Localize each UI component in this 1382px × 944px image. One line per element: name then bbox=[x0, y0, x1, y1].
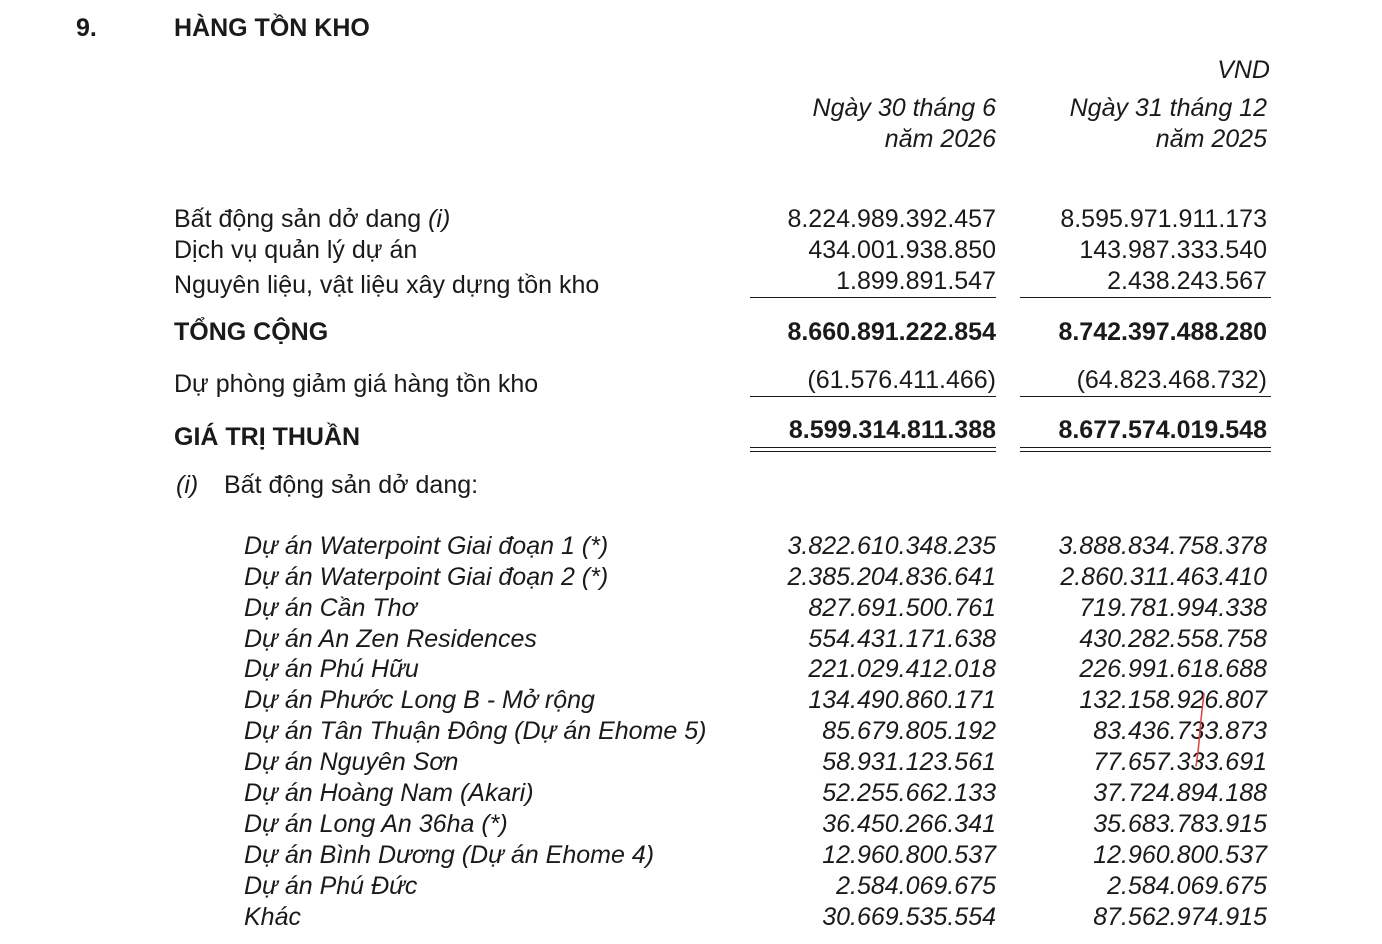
row-value-current: 8.224.989.392.457 bbox=[787, 205, 996, 233]
project-value-current: 827.691.500.761 bbox=[808, 594, 996, 622]
project-value-prior: 226.991.618.688 bbox=[1079, 655, 1267, 683]
column-header-prior-line1: Ngày 31 tháng 12 bbox=[1069, 94, 1267, 122]
note-marker: (i) bbox=[176, 471, 199, 499]
net-double-rule-current-bottom bbox=[750, 451, 996, 452]
project-name: Dự án Hoàng Nam (Akari) bbox=[244, 779, 534, 807]
red-pen-mark-icon bbox=[1190, 690, 1210, 770]
section-title: HÀNG TỒN KHO bbox=[174, 14, 370, 42]
row-value-prior: 143.987.333.540 bbox=[1079, 236, 1267, 264]
subtotal-rule-current bbox=[750, 297, 996, 298]
column-header-prior bbox=[1070, 93, 1267, 155]
net-label: GIÁ TRỊ THUẦN bbox=[174, 423, 361, 451]
column-header-current-line2: năm 2026 bbox=[884, 125, 996, 153]
project-value-prior: 132.158.926.807 bbox=[1079, 686, 1267, 714]
column-header-current-line1: Ngày 30 tháng 6 bbox=[812, 94, 996, 122]
total-value-current: 8.660.891.222.854 bbox=[787, 318, 996, 346]
net-double-rule-prior-top bbox=[1020, 447, 1271, 448]
project-name: Dự án Cần Thơ bbox=[244, 594, 417, 622]
project-name: Dự án Tân Thuận Đông (Dự án Ehome 5) bbox=[244, 717, 707, 745]
project-value-prior: 83.436.733.873 bbox=[1093, 717, 1267, 745]
project-value-current: 85.679.805.192 bbox=[822, 717, 996, 745]
project-value-prior: 87.562.974.915 bbox=[1093, 903, 1267, 931]
project-name: Dự án Phước Long B - Mở rộng bbox=[244, 686, 595, 714]
project-value-current: 58.931.123.561 bbox=[822, 748, 996, 776]
section-number: 9. bbox=[76, 14, 97, 42]
net-value-prior: 8.677.574.019.548 bbox=[1058, 416, 1267, 444]
row-label-main: Bất động sản dở dang bbox=[174, 205, 429, 233]
project-name: Dự án Long An 36ha (*) bbox=[244, 810, 508, 838]
project-value-prior: 77.657.333.691 bbox=[1093, 748, 1267, 776]
project-value-current: 554.431.171.638 bbox=[808, 625, 996, 653]
net-value-current: 8.599.314.811.388 bbox=[788, 416, 996, 444]
project-value-prior: 37.724.894.188 bbox=[1093, 779, 1267, 807]
project-name: Dự án Phú Hữu bbox=[244, 655, 419, 683]
row-value-prior: 8.595.971.911.173 bbox=[1060, 205, 1267, 233]
project-name: Dự án Waterpoint Giai đoạn 2 (*) bbox=[244, 563, 609, 591]
row-label-note: (i) bbox=[428, 205, 451, 233]
row-label-project-management: Dịch vụ quản lý dự án bbox=[174, 236, 418, 264]
project-value-current: 36.450.266.341 bbox=[822, 810, 996, 838]
row-value-current: 1.899.891.547 bbox=[836, 267, 996, 295]
project-value-current: 12.960.800.537 bbox=[822, 841, 996, 869]
subtotal-rule-prior bbox=[1020, 297, 1271, 298]
row-label-materials: Nguyên liệu, vật liệu xây dựng tồn kho bbox=[174, 271, 600, 299]
total-label: TỔNG CỘNG bbox=[174, 318, 329, 346]
net-rule-current bbox=[750, 396, 996, 397]
column-header-current bbox=[813, 93, 996, 155]
total-value-prior: 8.742.397.488.280 bbox=[1058, 318, 1267, 346]
project-value-prior: 12.960.800.537 bbox=[1093, 841, 1267, 869]
project-value-current: 221.029.412.018 bbox=[808, 655, 996, 683]
project-value-current: 2.584.069.675 bbox=[836, 872, 996, 900]
project-name: Dự án Waterpoint Giai đoạn 1 (*) bbox=[244, 532, 609, 560]
row-value-prior: 2.438.243.567 bbox=[1107, 267, 1267, 295]
project-name: Dự án Phú Đức bbox=[244, 872, 418, 900]
project-value-current: 3.822.610.348.235 bbox=[787, 532, 996, 560]
project-value-prior: 35.683.783.915 bbox=[1093, 810, 1267, 838]
currency-label: VND bbox=[1217, 56, 1270, 84]
project-value-prior: 2.860.311.463.410 bbox=[1060, 563, 1267, 591]
provision-value-prior: (64.823.468.732) bbox=[1076, 366, 1267, 394]
note-title: Bất động sản dở dang: bbox=[224, 471, 479, 499]
project-value-current: 52.255.662.133 bbox=[822, 779, 996, 807]
project-name: Dự án Bình Dương (Dự án Ehome 4) bbox=[244, 841, 655, 869]
project-value-prior: 2.584.069.675 bbox=[1107, 872, 1267, 900]
project-value-current: 2.385.204.836.641 bbox=[787, 563, 996, 591]
column-header-prior-line2: năm 2025 bbox=[1155, 125, 1267, 153]
project-value-prior: 719.781.994.338 bbox=[1079, 594, 1267, 622]
project-name: Dự án Nguyên Sơn bbox=[244, 748, 459, 776]
provision-value-current: (61.576.411.466) bbox=[807, 366, 996, 394]
row-value-current: 434.001.938.850 bbox=[808, 236, 996, 264]
project-value-prior: 430.282.558.758 bbox=[1079, 625, 1267, 653]
row-label-wip-real-estate bbox=[174, 205, 450, 234]
project-value-current: 30.669.535.554 bbox=[822, 903, 996, 931]
net-rule-prior bbox=[1020, 396, 1271, 397]
project-value-prior: 3.888.834.758.378 bbox=[1058, 532, 1267, 560]
provision-label: Dự phòng giảm giá hàng tồn kho bbox=[174, 370, 539, 398]
project-name: Khác bbox=[244, 903, 301, 931]
project-value-current: 134.490.860.171 bbox=[808, 686, 996, 714]
project-name: Dự án An Zen Residences bbox=[244, 625, 537, 653]
net-double-rule-current-top bbox=[750, 447, 996, 448]
net-double-rule-prior-bottom bbox=[1020, 451, 1271, 452]
